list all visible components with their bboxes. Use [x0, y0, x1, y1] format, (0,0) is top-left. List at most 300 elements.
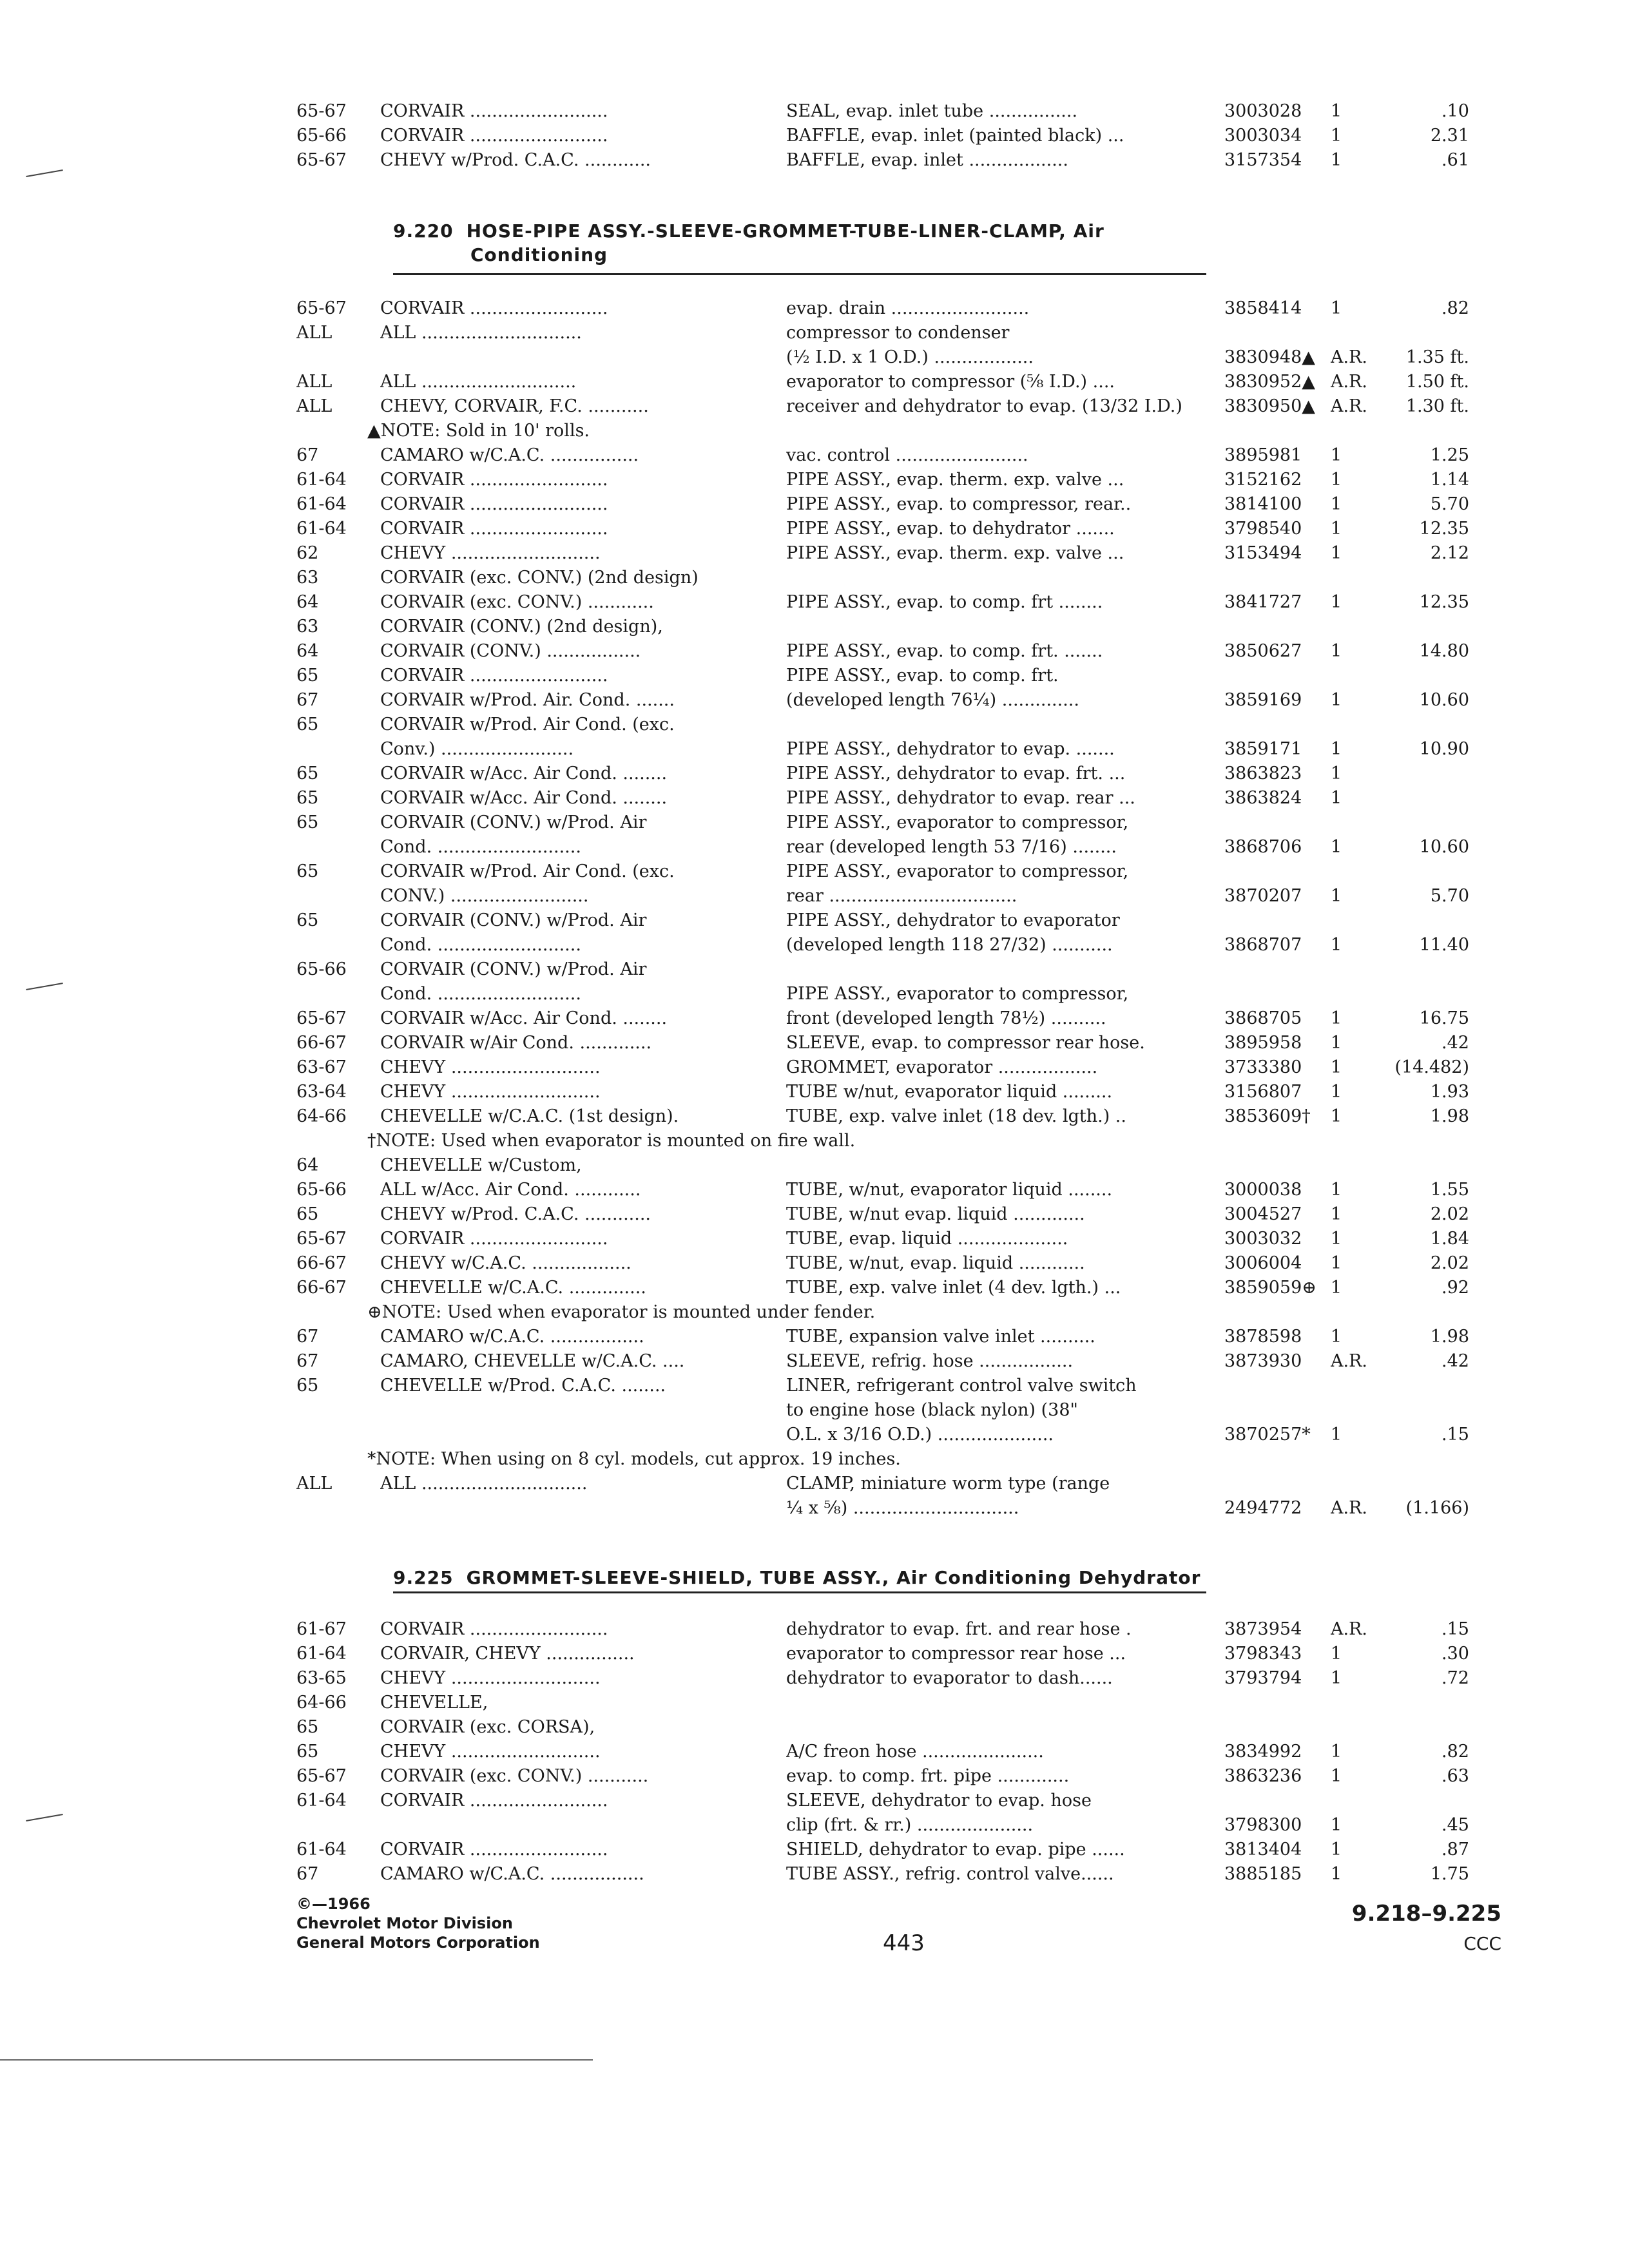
year-cell: 65-67 — [296, 298, 347, 318]
price-cell: .72 — [1441, 1668, 1469, 1688]
parts-row — [296, 296, 1482, 321]
parts-row — [296, 1178, 1482, 1202]
year-cell: ALL — [296, 372, 333, 392]
price-cell: .82 — [1441, 298, 1469, 318]
description-cell: PIPE ASSY., evap. to comp. frt. — [786, 666, 1059, 686]
year-cell: 64 — [296, 641, 319, 661]
part-number-cell: 3895981 — [1224, 445, 1302, 465]
year-cell: 62 — [296, 543, 319, 563]
model-cell: CORVAIR w/Acc. Air Cond. ........ — [380, 788, 668, 808]
year-cell: 65 — [296, 788, 319, 808]
year-cell: 64-66 — [296, 1106, 347, 1126]
part-number-cell: 3863824 — [1224, 788, 1302, 808]
description-cell: (½ I.D. x 1 O.D.) .................. — [786, 347, 1034, 367]
description-cell: TUBE, expansion valve inlet .......... — [786, 1327, 1095, 1347]
price-cell: 1.98 — [1430, 1327, 1469, 1347]
model-cell: CHEVELLE w/C.A.C. .............. — [380, 1278, 646, 1298]
description-cell: dehydrator to evaporator to dash...... — [786, 1668, 1113, 1688]
price-cell: .82 — [1441, 1742, 1469, 1762]
description-cell: (developed length 118 27/32) ........... — [786, 935, 1113, 955]
corporation: General Motors Corporation — [296, 1934, 540, 1952]
description-cell: SHIELD, dehydrator to evap. pipe ...... — [786, 1840, 1125, 1860]
model-cell: CORVAIR (exc. CONV.) (2nd design) — [380, 568, 699, 588]
quantity-cell: 1 — [1331, 1742, 1342, 1762]
part-number-cell: 3870257* — [1224, 1425, 1311, 1445]
price-cell: 1.98 — [1430, 1106, 1469, 1126]
parts-row — [296, 713, 1482, 737]
description-cell: front (developed length 78½) .......... — [786, 1008, 1106, 1028]
parts-row — [296, 517, 1482, 541]
price-cell: 2.02 — [1430, 1253, 1469, 1273]
quantity-cell: 1 — [1331, 1278, 1342, 1298]
year-cell: ALL — [296, 1474, 333, 1494]
quantity-cell: 1 — [1331, 494, 1342, 514]
parts-row — [296, 1472, 1482, 1496]
quantity-cell: 1 — [1331, 101, 1342, 121]
price-cell: 10.60 — [1419, 690, 1469, 710]
model-cell: CHEVY, CORVAIR, F.C. ........... — [380, 396, 649, 416]
part-number-cell: 3868705 — [1224, 1008, 1302, 1028]
price-cell: 1.30 ft. — [1405, 396, 1469, 416]
quantity-cell: 1 — [1331, 1253, 1342, 1273]
model-cell: CONV.) ......................... — [380, 886, 589, 906]
description-cell: PIPE ASSY., evap. therm. exp. valve ... — [786, 470, 1124, 490]
model-cell: CORVAIR w/Prod. Air Cond. (exc. — [380, 861, 675, 881]
year-cell: 65 — [296, 764, 319, 783]
part-number-cell: 3003034 — [1224, 126, 1302, 146]
quantity-cell: 1 — [1331, 592, 1342, 612]
quantity-cell: A.R. — [1331, 347, 1367, 367]
price-cell: .30 — [1441, 1644, 1469, 1664]
parts-row — [296, 615, 1482, 639]
description-cell: TUBE w/nut, evaporator liquid ......... — [786, 1082, 1113, 1102]
quantity-cell: 1 — [1331, 1815, 1342, 1835]
quantity-cell: A.R. — [1331, 372, 1367, 392]
parts-row — [296, 1227, 1482, 1251]
part-number-cell: 3813404 — [1224, 1840, 1302, 1860]
description-cell: evaporator to compressor rear hose ... — [786, 1644, 1126, 1664]
year-cell: 65-66 — [296, 1180, 347, 1200]
part-number-cell: 3859059⊕ — [1224, 1278, 1316, 1298]
parts-row — [296, 1349, 1482, 1374]
model-cell: CHEVY ........................... — [380, 1742, 601, 1762]
section-title-continued: Conditioning — [470, 244, 608, 265]
model-cell: CAMARO w/C.A.C. ................ — [380, 445, 639, 465]
section-header-9-225 — [393, 1566, 1205, 1590]
year-cell: 65-67 — [296, 1229, 347, 1249]
parts-row — [296, 394, 1482, 419]
model-cell: CHEVY ........................... — [380, 1668, 601, 1688]
section-number: 9.225 — [393, 1567, 454, 1588]
quantity-cell: 1 — [1331, 935, 1342, 955]
year-cell: 67 — [296, 445, 319, 465]
year-cell: 61-64 — [296, 494, 347, 514]
model-cell: CORVAIR w/Air Cond. ............. — [380, 1033, 652, 1053]
description-cell: BAFFLE, evap. inlet (painted black) ... — [786, 126, 1124, 146]
quantity-cell: 1 — [1331, 1229, 1342, 1249]
parts-row — [296, 1740, 1482, 1764]
price-cell: 2.12 — [1430, 543, 1469, 563]
parts-row — [296, 321, 1482, 345]
parts-row — [296, 664, 1482, 688]
parts-row — [296, 1447, 1482, 1472]
description-cell: PIPE ASSY., dehydrator to evaporator — [786, 910, 1120, 930]
parts-row — [296, 1764, 1482, 1789]
year-cell: 65-67 — [296, 101, 347, 121]
model-cell: CHEVY ........................... — [380, 1082, 601, 1102]
description-cell: PIPE ASSY., evap. to dehydrator ....... — [786, 519, 1115, 539]
model-cell: CORVAIR ......................... — [380, 1619, 608, 1639]
parts-row — [296, 811, 1482, 835]
description-cell: PIPE ASSY., evap. to comp. frt. ....... — [786, 641, 1103, 661]
year-cell: 61-67 — [296, 1619, 347, 1639]
model-cell: CORVAIR (exc. CORSA), — [380, 1717, 595, 1737]
quantity-cell: 1 — [1331, 1008, 1342, 1028]
model-cell: CORVAIR ......................... — [380, 101, 608, 121]
part-number-cell: 3878598 — [1224, 1327, 1302, 1347]
quantity-cell: 1 — [1331, 150, 1342, 170]
model-cell: CORVAIR (CONV.) w/Prod. Air — [380, 910, 647, 930]
model-cell: CHEVY w/Prod. C.A.C. ............ — [380, 1204, 651, 1224]
year-cell: 64-66 — [296, 1693, 347, 1713]
section-title: HOSE-PIPE ASSY.-SLEEVE-GROMMET-TUBE-LINER-CLAMP, Air — [466, 220, 1104, 242]
year-cell: 65 — [296, 1204, 319, 1224]
model-cell: CORVAIR ......................... — [380, 470, 608, 490]
year-cell: 63 — [296, 617, 319, 637]
quantity-cell: 1 — [1331, 1082, 1342, 1102]
description-cell: A/C freon hose ...................... — [786, 1742, 1044, 1762]
model-cell: CORVAIR ......................... — [380, 666, 608, 686]
parts-row — [296, 1325, 1482, 1349]
description-cell: TUBE, exp. valve inlet (4 dev. lgth.) ... — [786, 1278, 1121, 1298]
part-number-cell: 3004527 — [1224, 1204, 1302, 1224]
quantity-cell: 1 — [1331, 1033, 1342, 1053]
description-cell: CLAMP, miniature worm type (range — [786, 1474, 1110, 1494]
margin-mark — [26, 169, 63, 177]
quantity-cell: 1 — [1331, 1180, 1342, 1200]
section-rule — [393, 273, 1206, 275]
price-cell: .15 — [1441, 1425, 1469, 1445]
year-cell: ALL — [296, 323, 333, 343]
part-number-cell: 3850627 — [1224, 641, 1302, 661]
model-cell: ⊕NOTE: Used when evaporator is mounted under fender. — [367, 1302, 876, 1322]
parts-row — [296, 1813, 1482, 1838]
model-cell: CHEVELLE w/C.A.C. (1st design). — [380, 1106, 679, 1126]
parts-row — [296, 1055, 1482, 1080]
part-number-cell: 3870207 — [1224, 886, 1302, 906]
description-cell: TUBE, w/nut evap. liquid ............. — [786, 1204, 1085, 1224]
price-cell: .15 — [1441, 1619, 1469, 1639]
model-cell: CHEVY ........................... — [380, 543, 601, 563]
description-cell: PIPE ASSY., evaporator to compressor, — [786, 861, 1129, 881]
parts-row — [296, 1642, 1482, 1666]
parts-row — [296, 762, 1482, 786]
part-number-cell: 3157354 — [1224, 150, 1302, 170]
year-cell: 65-66 — [296, 126, 347, 146]
quantity-cell: 1 — [1331, 445, 1342, 465]
section-number: 9.220 — [393, 220, 454, 242]
part-number-cell: 3859169 — [1224, 690, 1302, 710]
parts-row — [296, 1715, 1482, 1740]
model-cell: Cond. .......................... — [380, 935, 581, 955]
parts-row — [296, 1153, 1482, 1178]
price-cell: 1.14 — [1430, 470, 1469, 490]
description-cell: PIPE ASSY., evap. to compressor, rear.. — [786, 494, 1132, 514]
description-cell: evap. drain ......................... — [786, 298, 1030, 318]
price-cell: 14.80 — [1419, 641, 1469, 661]
part-number-cell: 3873930 — [1224, 1351, 1302, 1371]
year-cell: 67 — [296, 1327, 319, 1347]
parts-row — [296, 148, 1482, 173]
description-cell: PIPE ASSY., evaporator to compressor, — [786, 984, 1129, 1004]
description-cell: TUBE, evap. liquid .................... — [786, 1229, 1068, 1249]
model-cell: CAMARO w/C.A.C. ................. — [380, 1327, 644, 1347]
model-cell: CORVAIR ......................... — [380, 298, 608, 318]
price-cell: 1.55 — [1430, 1180, 1469, 1200]
part-number-cell: 3153494 — [1224, 543, 1302, 563]
part-number-cell: 3863823 — [1224, 764, 1302, 783]
part-number-cell: 3003028 — [1224, 101, 1302, 121]
model-cell: ALL w/Acc. Air Cond. ............ — [380, 1180, 641, 1200]
parts-row — [296, 566, 1482, 590]
parts-row — [296, 957, 1482, 982]
quantity-cell: 1 — [1331, 543, 1342, 563]
price-cell: 2.31 — [1430, 126, 1469, 146]
year-cell: 64 — [296, 592, 319, 612]
description-cell: PIPE ASSY., evaporator to compressor, — [786, 812, 1129, 832]
description-cell: LINER, refrigerant control valve switch — [786, 1376, 1137, 1396]
model-cell: CORVAIR ......................... — [380, 1840, 608, 1860]
year-cell: 61-64 — [296, 1791, 347, 1811]
parts-row — [296, 835, 1482, 860]
model-cell: CORVAIR (exc. CONV.) ............ — [380, 592, 654, 612]
year-cell: 65-66 — [296, 959, 347, 979]
description-cell: receiver and dehydrator to evap. (13/32 I.D.) — [786, 396, 1182, 416]
parts-row — [296, 590, 1482, 615]
year-cell: 65-67 — [296, 1008, 347, 1028]
quantity-cell: 1 — [1331, 298, 1342, 318]
margin-mark — [26, 1814, 63, 1821]
parts-row — [296, 1398, 1482, 1423]
parts-row — [296, 443, 1482, 468]
year-cell: 63-64 — [296, 1082, 347, 1102]
parts-row — [296, 1300, 1482, 1325]
model-cell: CORVAIR ......................... — [380, 494, 608, 514]
parts-row — [296, 1006, 1482, 1031]
part-number-cell: 3868707 — [1224, 935, 1302, 955]
parts-row — [296, 786, 1482, 811]
price-cell: .10 — [1441, 101, 1469, 121]
year-cell: 66-67 — [296, 1033, 347, 1053]
model-cell: †NOTE: Used when evaporator is mounted on fire wall. — [367, 1131, 856, 1151]
parts-row — [296, 370, 1482, 394]
quantity-cell: 1 — [1331, 1668, 1342, 1688]
description-cell: clip (frt. & rr.) ..................... — [786, 1815, 1034, 1835]
division: Chevrolet Motor Division — [296, 1914, 513, 1932]
quantity-cell: 1 — [1331, 1644, 1342, 1664]
model-cell: CORVAIR ......................... — [380, 126, 608, 146]
part-number-cell: 3733380 — [1224, 1057, 1302, 1077]
section-title: GROMMET-SLEEVE-SHIELD, TUBE ASSY., Air Conditioning Dehydrator — [466, 1567, 1201, 1588]
section-rule — [393, 1591, 1206, 1593]
year-cell: 65 — [296, 715, 319, 735]
description-cell: compressor to condenser — [786, 323, 1010, 343]
quantity-cell: 1 — [1331, 690, 1342, 710]
description-cell: PIPE ASSY., dehydrator to evap. ....... — [786, 739, 1115, 759]
description-cell: dehydrator to evap. frt. and rear hose . — [786, 1619, 1132, 1639]
model-cell: CHEVELLE w/Prod. C.A.C. ........ — [380, 1376, 666, 1396]
parts-row — [296, 982, 1482, 1006]
quantity-cell: 1 — [1331, 739, 1342, 759]
parts-row — [296, 1617, 1482, 1642]
price-cell: 1.25 — [1430, 445, 1469, 465]
price-cell: 1.75 — [1430, 1864, 1469, 1884]
price-cell: 16.75 — [1419, 1008, 1469, 1028]
model-cell: CHEVY ........................... — [380, 1057, 601, 1077]
description-cell: TUBE ASSY., refrig. control valve...... — [786, 1864, 1114, 1884]
year-cell: 65 — [296, 861, 319, 881]
model-cell: CHEVY w/C.A.C. .................. — [380, 1253, 631, 1273]
parts-row — [296, 639, 1482, 664]
model-cell: CORVAIR (CONV.) (2nd design), — [380, 617, 663, 637]
parts-row — [296, 99, 1482, 124]
parts-row — [296, 688, 1482, 713]
year-cell: 65-67 — [296, 150, 347, 170]
model-cell: Cond. .......................... — [380, 837, 581, 857]
quantity-cell: 1 — [1331, 641, 1342, 661]
year-cell: 63-65 — [296, 1668, 347, 1688]
year-cell: 61-64 — [296, 1840, 347, 1860]
parts-row — [296, 1202, 1482, 1227]
price-cell: 2.02 — [1430, 1204, 1469, 1224]
copyright: ©—1966 — [296, 1895, 371, 1913]
description-cell: rear .................................. — [786, 886, 1017, 906]
price-cell: 11.40 — [1419, 935, 1469, 955]
parts-list-9-225 — [296, 1617, 1482, 1887]
model-cell: Cond. .......................... — [380, 984, 581, 1004]
quantity-cell: 1 — [1331, 886, 1342, 906]
year-cell: 65 — [296, 812, 319, 832]
quantity-cell: 1 — [1331, 519, 1342, 539]
model-cell: CORVAIR (CONV.) ................. — [380, 641, 641, 661]
quantity-cell: 1 — [1331, 1840, 1342, 1860]
model-cell: CHEVY w/Prod. C.A.C. ............ — [380, 150, 651, 170]
part-number-cell: 3873954 — [1224, 1619, 1302, 1639]
model-cell: ALL .............................. — [380, 1474, 588, 1494]
parts-row — [296, 468, 1482, 492]
model-cell: ALL ............................ — [380, 372, 577, 392]
year-cell: 61-64 — [296, 470, 347, 490]
part-number-cell: 3156807 — [1224, 1082, 1302, 1102]
year-cell: 65 — [296, 1376, 319, 1396]
part-number-cell: 3853609† — [1224, 1106, 1311, 1126]
part-number-cell: 3814100 — [1224, 494, 1302, 514]
price-cell: 10.90 — [1419, 739, 1469, 759]
part-number-cell: 3830952▲ — [1224, 372, 1316, 392]
quantity-cell: 1 — [1331, 837, 1342, 857]
parts-row — [296, 419, 1482, 443]
quantity-cell: 1 — [1331, 1864, 1342, 1884]
section-header-9-220 — [393, 219, 1205, 267]
parts-row — [296, 541, 1482, 566]
part-number-cell: 3895958 — [1224, 1033, 1302, 1053]
year-cell: 66-67 — [296, 1278, 347, 1298]
parts-row — [296, 1691, 1482, 1715]
description-cell: to engine hose (black nylon) (38" — [786, 1400, 1078, 1420]
part-number-cell: 3858414 — [1224, 298, 1302, 318]
year-cell: 66-67 — [296, 1253, 347, 1273]
price-cell: .87 — [1441, 1840, 1469, 1860]
quantity-cell: 1 — [1331, 1106, 1342, 1126]
description-cell: SEAL, evap. inlet tube ................ — [786, 101, 1078, 121]
part-number-cell: 3798300 — [1224, 1815, 1302, 1835]
description-cell: (developed length 76¼) .............. — [786, 690, 1079, 710]
model-cell: CORVAIR, CHEVY ................ — [380, 1644, 635, 1664]
part-number-cell: 3798540 — [1224, 519, 1302, 539]
quantity-cell: A.R. — [1331, 1619, 1367, 1639]
catalog-code: CCC — [1463, 1933, 1501, 1954]
part-number-cell: 3868706 — [1224, 837, 1302, 857]
price-cell: .61 — [1441, 150, 1469, 170]
model-cell: CORVAIR ......................... — [380, 519, 608, 539]
parts-row — [296, 1423, 1482, 1447]
model-cell: *NOTE: When using on 8 cyl. models, cut approx. 19 inches. — [367, 1449, 901, 1469]
model-cell: CORVAIR w/Acc. Air Cond. ........ — [380, 764, 668, 783]
quantity-cell: 1 — [1331, 1057, 1342, 1077]
parts-row — [296, 1129, 1482, 1153]
year-cell: 63-67 — [296, 1057, 347, 1077]
price-cell: (14.482) — [1394, 1057, 1469, 1077]
price-cell: 12.35 — [1419, 519, 1469, 539]
description-cell: TUBE, w/nut, evap. liquid ............ — [786, 1253, 1085, 1273]
description-cell: evaporator to compressor (⅝ I.D.) .... — [786, 372, 1115, 392]
page-number: 443 — [883, 1930, 925, 1956]
price-cell: .45 — [1441, 1815, 1469, 1835]
price-cell: 5.70 — [1430, 494, 1469, 514]
model-cell: CAMARO w/C.A.C. ................. — [380, 1864, 644, 1884]
model-cell: CORVAIR (CONV.) w/Prod. Air — [380, 959, 647, 979]
parts-row — [296, 1838, 1482, 1862]
year-cell: 61-64 — [296, 519, 347, 539]
margin-mark — [26, 983, 63, 990]
parts-row — [296, 1104, 1482, 1129]
model-cell: CHEVELLE, — [380, 1693, 488, 1713]
part-number-cell: 3006004 — [1224, 1253, 1302, 1273]
quantity-cell: A.R. — [1331, 1498, 1367, 1518]
model-cell: CORVAIR ......................... — [380, 1791, 608, 1811]
price-cell: 5.70 — [1430, 886, 1469, 906]
model-cell: CHEVELLE w/Custom, — [380, 1155, 582, 1175]
parts-list-9-220 — [296, 296, 1482, 1521]
quantity-cell: 1 — [1331, 1204, 1342, 1224]
parts-row — [296, 1031, 1482, 1055]
price-cell: 10.60 — [1419, 837, 1469, 857]
part-number-cell: 3863236 — [1224, 1766, 1302, 1786]
continued-parts-list — [296, 99, 1482, 173]
description-cell: PIPE ASSY., dehydrator to evap. frt. ... — [786, 764, 1126, 783]
description-cell: TUBE, exp. valve inlet (18 dev. lgth.) .. — [786, 1106, 1126, 1126]
description-cell: BAFFLE, evap. inlet .................. — [786, 150, 1068, 170]
parts-row — [296, 492, 1482, 517]
parts-row — [296, 737, 1482, 762]
part-number-cell: 3798343 — [1224, 1644, 1302, 1664]
parts-row — [296, 345, 1482, 370]
quantity-cell: 1 — [1331, 1327, 1342, 1347]
description-cell: SLEEVE, refrig. hose ................. — [786, 1351, 1074, 1371]
price-cell: .42 — [1441, 1351, 1469, 1371]
price-cell: 1.84 — [1430, 1229, 1469, 1249]
year-cell: 61-64 — [296, 1644, 347, 1664]
